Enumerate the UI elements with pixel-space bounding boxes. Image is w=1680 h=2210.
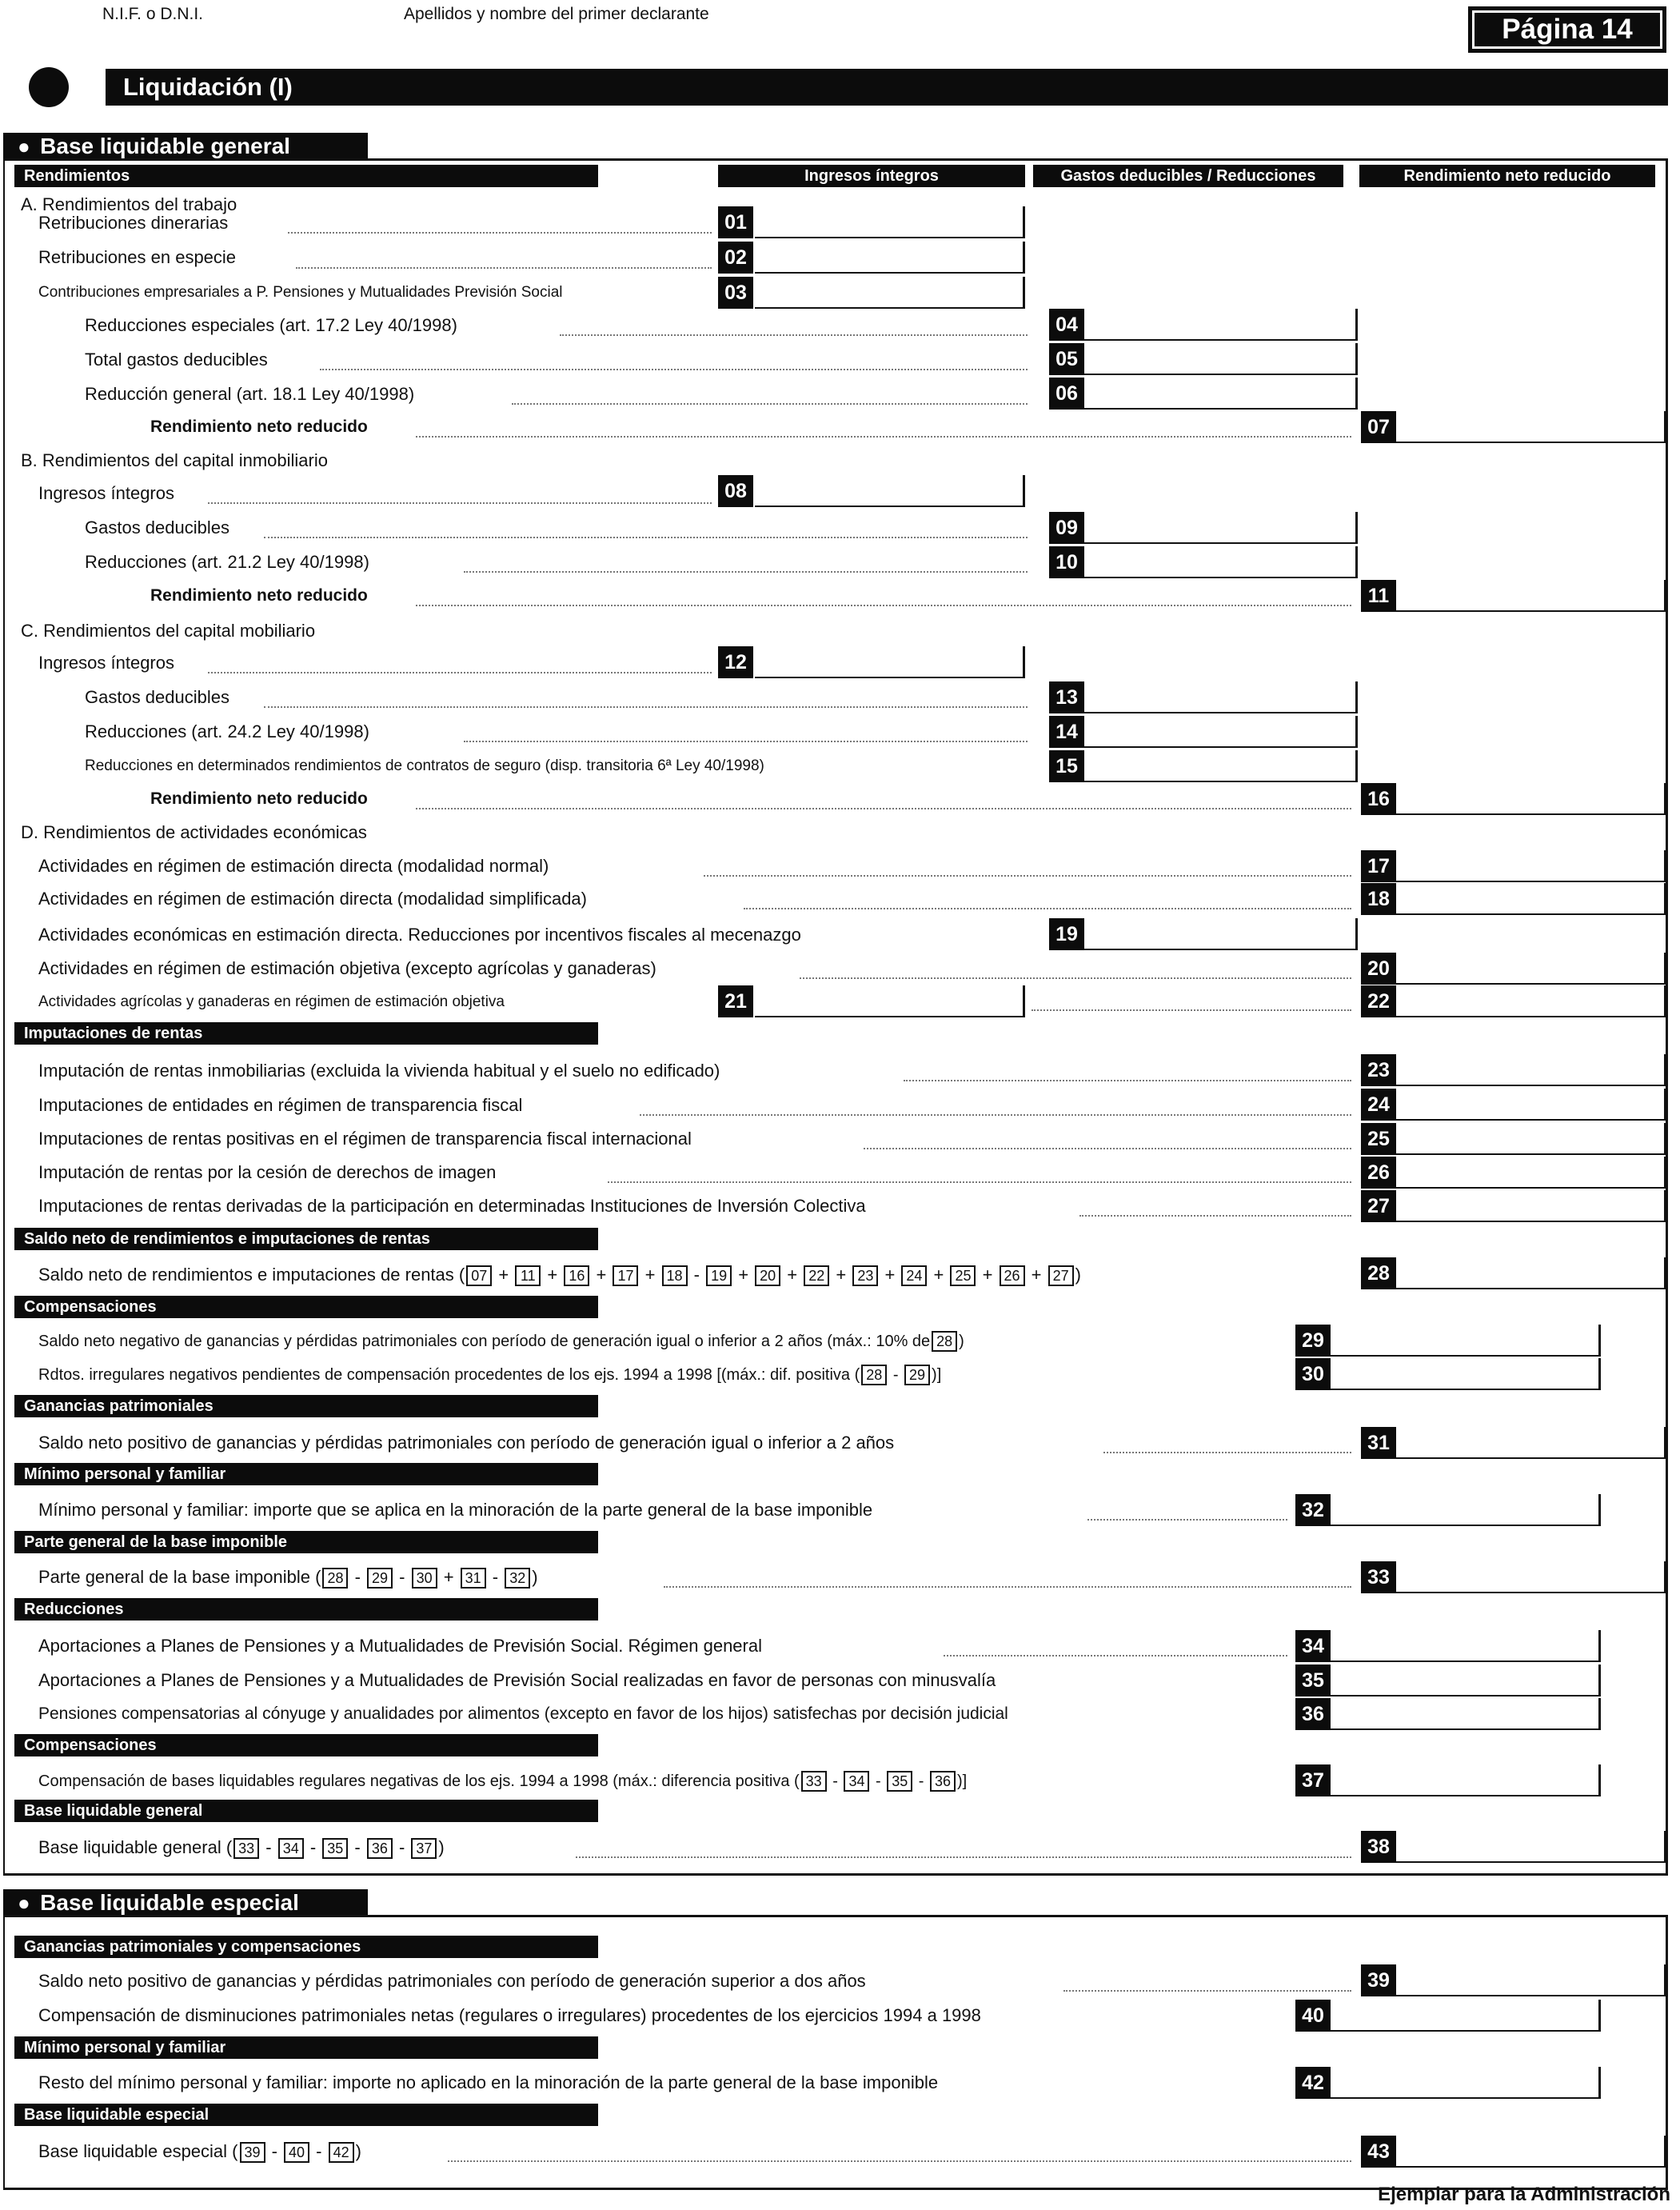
formula-operator: + <box>438 1567 459 1587</box>
formula-box-ref: 32 <box>505 1568 530 1589</box>
label-19: Actividades económicas en estimación directa. Reducciones por incentivos fiscales al mecenazgo <box>38 925 801 945</box>
ganancias-header: Ganancias patrimoniales <box>14 1395 598 1417</box>
label-02: Retribuciones en especie <box>38 247 237 267</box>
field-21[interactable] <box>755 985 1025 1017</box>
formula-box-ref: 30 <box>412 1568 437 1589</box>
formula-box-ref: 29 <box>367 1568 393 1589</box>
formula-operator: - <box>349 1567 366 1587</box>
especial-title: Base liquidable especial <box>40 1890 299 1915</box>
field-43[interactable] <box>1396 2136 1666 2168</box>
c-title: C. Rendimientos del capital mobiliario <box>21 621 316 641</box>
field-17[interactable] <box>1396 850 1666 882</box>
formula-box-ref: 26 <box>1000 1265 1025 1286</box>
box-num-25: 25 <box>1361 1123 1396 1155</box>
label-08: Ingresos íntegros <box>38 483 174 503</box>
box-num-19: 19 <box>1049 918 1084 950</box>
formula-box-ref: 35 <box>322 1838 348 1859</box>
formula-box-ref: 27 <box>1048 1265 1074 1286</box>
nif-label: N.I.F. o D.N.I. <box>102 5 204 23</box>
field-11[interactable] <box>1396 580 1666 612</box>
label-20: Actividades en régimen de estimación objetiva (excepto agrícolas y ganaderas) <box>38 958 656 978</box>
saldo-header: Saldo neto de rendimientos e imputaciones de rentas <box>14 1228 598 1250</box>
b-title: B. Rendimientos del capital inmobiliario <box>21 450 328 470</box>
reducciones-header: Reducciones <box>14 1598 598 1621</box>
formula-box-ref: 18 <box>662 1265 688 1286</box>
label-12: Ingresos íntegros <box>38 653 174 673</box>
label-23: Imputación de rentas inmobiliarias (excluida la vivienda habitual y el suelo no edificado) <box>38 1061 720 1081</box>
formula-29 <box>930 1333 959 1350</box>
field-19[interactable] <box>1084 918 1358 950</box>
label-37: Compensación de bases liquidables regulares negativas de los ejs. 1994 a 1998 (máx.: diferencia positiva ( 33 - 34 - 35 - 36 )] <box>38 1772 968 1790</box>
formula-operator: + <box>1026 1265 1047 1285</box>
label-37-text: Compensación de bases liquidables regulares negativas de los ejs. 1994 a 1998 (máx.: diferencia positiva ( <box>38 1772 800 1790</box>
label-03: Contribuciones empresariales a P. Pensiones y Mutualidades Previsión Social <box>38 284 563 301</box>
a-title: A. Rendimientos del trabajo <box>21 194 237 214</box>
formula-operator: - <box>871 1772 886 1790</box>
field-09[interactable] <box>1084 512 1358 544</box>
formula-box-ref: 42 <box>329 2142 354 2163</box>
box-num-01: 01 <box>718 206 753 238</box>
label-16: Rendimiento neto reducido <box>150 789 368 808</box>
formula-38 <box>232 1837 438 1857</box>
label-10: Reducciones (art. 21.2 Ley 40/1998) <box>85 552 369 572</box>
label-13: Gastos deducibles <box>85 687 229 707</box>
formula-operator: + <box>880 1265 900 1285</box>
formula-box-ref: 23 <box>852 1265 878 1286</box>
formula-operator: + <box>782 1265 803 1285</box>
box-num-36: 36 <box>1295 1698 1331 1730</box>
box-num-17: 17 <box>1361 850 1396 882</box>
label-11: Rendimiento neto reducido <box>150 586 368 605</box>
field-14[interactable] <box>1084 716 1358 748</box>
label-06: Reducción general (art. 18.1 Ley 40/1998) <box>85 384 415 404</box>
field-24[interactable] <box>1396 1089 1666 1121</box>
label-21: Actividades agrícolas y ganaderas en régimen de estimación objetiva <box>38 993 505 1010</box>
field-03[interactable] <box>755 277 1025 309</box>
field-42[interactable] <box>1331 2067 1601 2099</box>
box-num-07: 07 <box>1361 411 1396 443</box>
formula-box-ref: 11 <box>515 1265 541 1286</box>
formula-operator: - <box>266 2141 283 2161</box>
label-09: Gastos deducibles <box>85 518 229 538</box>
formula-box-ref: 07 <box>466 1265 492 1286</box>
field-16[interactable] <box>1396 783 1666 815</box>
imputaciones-header: Imputaciones de rentas <box>14 1022 598 1045</box>
label-27: Imputaciones de rentas derivadas de la participación en determinadas Instituciones de Inversión Colectiva <box>38 1196 866 1216</box>
formula-operator: + <box>928 1265 949 1285</box>
formula-30 <box>860 1366 932 1384</box>
label-07: Rendimiento neto reducido <box>150 418 368 436</box>
box-num-09: 09 <box>1049 512 1084 544</box>
field-20[interactable] <box>1396 953 1666 985</box>
d-title: D. Rendimientos de actividades económicas <box>21 822 367 842</box>
label-35: Aportaciones a Planes de Pensiones y a Mutualidades de Previsión Social realizadas en favor de personas con minusvalía <box>38 1670 996 1690</box>
label-33-text: Parte general de la base imponible ( <box>38 1567 321 1587</box>
box-num-11: 11 <box>1361 580 1396 612</box>
label-14: Reducciones (art. 24.2 Ley 40/1998) <box>85 721 369 741</box>
formula-operator: + <box>733 1265 754 1285</box>
box-num-30: 30 <box>1295 1358 1331 1390</box>
box-num-06: 06 <box>1049 378 1084 410</box>
box-num-15: 15 <box>1049 750 1084 782</box>
formula-box-ref: 25 <box>950 1265 976 1286</box>
formula-operator: - <box>311 2141 327 2161</box>
label-17: Actividades en régimen de estimación directa (modalidad normal) <box>38 856 549 876</box>
field-37[interactable] <box>1331 1764 1601 1796</box>
label-26: Imputación de rentas por la cesión de derechos de imagen <box>38 1162 497 1182</box>
field-23[interactable] <box>1396 1054 1666 1086</box>
field-32[interactable] <box>1331 1494 1601 1526</box>
field-33[interactable] <box>1396 1561 1666 1593</box>
formula-operator: - <box>914 1772 929 1790</box>
box-num-24: 24 <box>1361 1089 1396 1121</box>
ble-header: Base liquidable especial <box>14 2104 598 2126</box>
box-num-18: 18 <box>1361 883 1396 915</box>
field-28[interactable] <box>1396 1257 1666 1289</box>
field-34[interactable] <box>1331 1630 1601 1662</box>
box-num-22: 22 <box>1361 985 1396 1017</box>
formula-28 <box>465 1265 1075 1285</box>
formula-operator: - <box>393 1837 410 1857</box>
box-num-02: 02 <box>718 242 753 274</box>
box-num-29: 29 <box>1295 1325 1331 1357</box>
formula-box-ref: 33 <box>233 1838 259 1859</box>
name-label: Apellidos y nombre del primer declarante <box>404 5 709 23</box>
label-15: Reducciones en determinados rendimientos de contratos de seguro (disp. transitoria 6ª Ley 40/1998) <box>85 757 764 774</box>
box-num-03: 03 <box>718 277 753 309</box>
field-18[interactable] <box>1396 883 1666 915</box>
label-24: Imputaciones de entidades en régimen de transparencia fiscal <box>38 1095 523 1115</box>
box-num-13: 13 <box>1049 681 1084 713</box>
formula-box-ref: 19 <box>706 1265 732 1286</box>
box-num-38: 38 <box>1361 1831 1396 1863</box>
formula-box-ref: 24 <box>901 1265 927 1286</box>
field-38[interactable] <box>1396 1831 1666 1863</box>
general-tab: ● Base liquidable general <box>3 133 368 160</box>
label-18: Actividades en régimen de estimación directa (modalidad simplificada) <box>38 889 587 909</box>
formula-operator: - <box>261 1837 277 1857</box>
box-num-26: 26 <box>1361 1157 1396 1189</box>
label-32: Mínimo personal y familiar: importe que se aplica en la minoración de la parte general de la base imponible <box>38 1500 873 1520</box>
label-30: Rdtos. irregulares negativos pendientes de compensación procedentes de los ejs. 1994 a 1998 [(máx.: dif. positiva ( 28 - 29 )] <box>38 1366 942 1384</box>
parte-general-header: Parte general de la base imponible <box>14 1531 598 1553</box>
compensaciones-header: Compensaciones <box>14 1296 598 1318</box>
page-badge <box>1468 6 1666 53</box>
col-ingresos: Ingresos íntegros <box>718 165 1025 187</box>
box-num-35: 35 <box>1295 1664 1331 1696</box>
box-num-31: 31 <box>1361 1427 1396 1459</box>
box-num-14: 14 <box>1049 716 1084 748</box>
box-num-08: 08 <box>718 475 753 507</box>
box-num-05: 05 <box>1049 343 1084 375</box>
formula-box-ref: 39 <box>240 2142 265 2163</box>
formula-box-ref: 33 <box>801 1771 827 1792</box>
label-28-text: Saldo neto de rendimientos e imputaciones de rentas ( <box>38 1265 465 1285</box>
box-num-10: 10 <box>1049 546 1084 578</box>
section-title-bar <box>106 69 1668 106</box>
formula-box-ref: 29 <box>904 1365 930 1385</box>
formula-operator: + <box>640 1265 660 1285</box>
field-26[interactable] <box>1396 1157 1666 1189</box>
formula-operator: - <box>394 1567 410 1587</box>
field-08[interactable] <box>755 475 1025 507</box>
col-neto: Rendimiento neto reducido <box>1359 165 1655 187</box>
field-02[interactable] <box>755 242 1025 274</box>
formula-box-ref: 36 <box>367 1838 393 1859</box>
label-28: Saldo neto de rendimientos e imputaciones de rentas ( 07 + 11 + 16 + 17 + 18 - 19 + 20 + 22 + 23 + 24 + 25 + 26 + 27 ) <box>38 1265 1081 1285</box>
box-num-42: 42 <box>1295 2067 1331 2099</box>
col-rendimientos: Rendimientos <box>14 165 598 187</box>
formula-box-ref: 34 <box>278 1838 304 1859</box>
label-43: Base liquidable especial ( 39 - 40 - 42 ) <box>38 2141 361 2161</box>
footer-label: Ejemplar para la Administración <box>1378 2184 1670 2205</box>
formula-box-ref: 22 <box>804 1265 829 1286</box>
field-31[interactable] <box>1396 1427 1666 1459</box>
formula-box-ref: 36 <box>930 1771 956 1792</box>
field-27[interactable] <box>1396 1190 1666 1222</box>
field-39[interactable] <box>1396 1964 1666 1996</box>
field-30[interactable] <box>1331 1358 1601 1390</box>
label-04: Reducciones especiales (art. 17.2 Ley 40/1998) <box>85 315 457 335</box>
box-num-39: 39 <box>1361 1964 1396 1996</box>
compensaciones-2-header: Compensaciones <box>14 1734 598 1756</box>
field-10[interactable] <box>1084 546 1358 578</box>
box-num-32: 32 <box>1295 1494 1331 1526</box>
box-num-34: 34 <box>1295 1630 1331 1662</box>
general-title: Base liquidable general <box>40 134 290 158</box>
col-gastos: Gastos deducibles / Reducciones <box>1033 165 1343 187</box>
label-25: Imputaciones de rentas positivas en el régimen de transparencia fiscal internacional <box>38 1129 692 1149</box>
label-01: Retribuciones dinerarias <box>38 213 229 233</box>
label-42: Resto del mínimo personal y familiar: importe no aplicado en la minoración de la parte general de la base imponible <box>38 2072 939 2092</box>
formula-box-ref: 28 <box>861 1365 887 1385</box>
formula-box-ref: 31 <box>461 1568 486 1589</box>
box-num-33: 33 <box>1361 1561 1396 1593</box>
box-num-04: 04 <box>1049 309 1084 341</box>
field-12[interactable] <box>755 646 1025 678</box>
field-05[interactable] <box>1084 343 1358 375</box>
especial-minimo-header: Mínimo personal y familiar <box>14 2036 598 2059</box>
box-num-20: 20 <box>1361 953 1396 985</box>
formula-box-ref: 17 <box>613 1265 638 1286</box>
minimo-header: Mínimo personal y familiar <box>14 1463 598 1485</box>
formula-operator: + <box>831 1265 852 1285</box>
box-num-43: 43 <box>1361 2136 1396 2168</box>
field-25[interactable] <box>1396 1123 1666 1155</box>
field-29[interactable] <box>1331 1325 1601 1357</box>
formula-43 <box>238 2141 356 2161</box>
field-36[interactable] <box>1331 1698 1601 1730</box>
formula-box-ref: 35 <box>887 1771 912 1792</box>
label-33: Parte general de la base imponible ( 28 - 29 - 30 + 31 - 32 ) <box>38 1567 538 1587</box>
formula-operator: - <box>888 1366 904 1384</box>
formula-33 <box>321 1567 532 1587</box>
formula-box-ref: 16 <box>564 1265 589 1286</box>
section-title: Liquidación (I) <box>123 73 293 101</box>
formula-box-ref: 28 <box>932 1331 957 1352</box>
especial-ganancias-header: Ganancias patrimoniales y compensaciones <box>14 1936 598 1958</box>
field-01[interactable] <box>755 206 1025 238</box>
label-38: Base liquidable general ( 33 - 34 - 35 - 36 - 37 ) <box>38 1837 445 1857</box>
bullet-icon <box>29 67 69 107</box>
box-num-12: 12 <box>718 646 753 678</box>
formula-box-ref: 34 <box>844 1771 869 1792</box>
field-35[interactable] <box>1331 1664 1601 1696</box>
formula-box-ref: 40 <box>284 2142 309 2163</box>
formula-box-ref: 28 <box>322 1568 348 1589</box>
label-05: Total gastos deducibles <box>85 350 268 370</box>
page-number: Página 14 <box>1502 14 1633 45</box>
formula-operator: + <box>493 1265 514 1285</box>
label-43-text: Base liquidable especial ( <box>38 2141 238 2161</box>
label-40: Compensación de disminuciones patrimoniales netas (regulares o irregulares) procedentes de los ejercicios 1994 a 1998 <box>38 2005 981 2025</box>
label-34: Aportaciones a Planes de Pensiones y a Mutualidades de Previsión Social. Régimen general <box>38 1636 762 1656</box>
formula-operator: + <box>542 1265 563 1285</box>
label-29-text: Saldo neto negativo de ganancias y pérdidas patrimoniales con período de generación igual o inferior a 2 años (máx.: 10% de <box>38 1333 931 1350</box>
label-31: Saldo neto positivo de ganancias y pérdidas patrimoniales con período de generación igual o inferior a 2 años <box>38 1433 895 1453</box>
formula-operator: - <box>305 1837 321 1857</box>
field-07[interactable] <box>1396 411 1666 443</box>
label-29: Saldo neto negativo de ganancias y pérdidas patrimoniales con período de generación igual o inferior a 2 años (máx.: 10% de 28 ) <box>38 1333 964 1350</box>
box-num-37: 37 <box>1295 1764 1331 1796</box>
box-num-28: 28 <box>1361 1257 1396 1289</box>
especial-tab: ● Base liquidable especial <box>3 1889 368 1916</box>
box-num-40: 40 <box>1295 2000 1331 2032</box>
formula-37 <box>800 1772 957 1790</box>
formula-operator: + <box>591 1265 612 1285</box>
box-num-23: 23 <box>1361 1054 1396 1086</box>
field-13[interactable] <box>1084 681 1358 713</box>
field-22[interactable] <box>1396 985 1666 1017</box>
label-39: Saldo neto positivo de ganancias y pérdidas patrimoniales con período de generación superior a dos años <box>38 1971 866 1991</box>
formula-operator: - <box>349 1837 365 1857</box>
formula-box-ref: 37 <box>411 1838 437 1859</box>
box-num-27: 27 <box>1361 1190 1396 1222</box>
field-15[interactable] <box>1084 750 1358 782</box>
box-num-16: 16 <box>1361 783 1396 815</box>
formula-box-ref: 20 <box>755 1265 780 1286</box>
formula-operator: - <box>688 1265 705 1285</box>
label-30-text: Rdtos. irregulares negativos pendientes de compensación procedentes de los ejs. 1994 a 1998 [(máx.: dif. positiva ( <box>38 1366 860 1384</box>
formula-operator: + <box>977 1265 998 1285</box>
formula-operator: - <box>828 1772 843 1790</box>
field-04[interactable] <box>1084 309 1358 341</box>
blg-header: Base liquidable general <box>14 1800 598 1822</box>
field-40[interactable] <box>1331 2000 1601 2032</box>
box-num-21: 21 <box>718 985 753 1017</box>
label-36: Pensiones compensatorias al cónyuge y anualidades por alimentos (excepto en favor de los hijos) satisfechas por decisión judicial <box>38 1704 1008 1723</box>
label-38-text: Base liquidable general ( <box>38 1837 233 1857</box>
field-06[interactable] <box>1084 378 1358 410</box>
formula-operator: - <box>487 1567 504 1587</box>
